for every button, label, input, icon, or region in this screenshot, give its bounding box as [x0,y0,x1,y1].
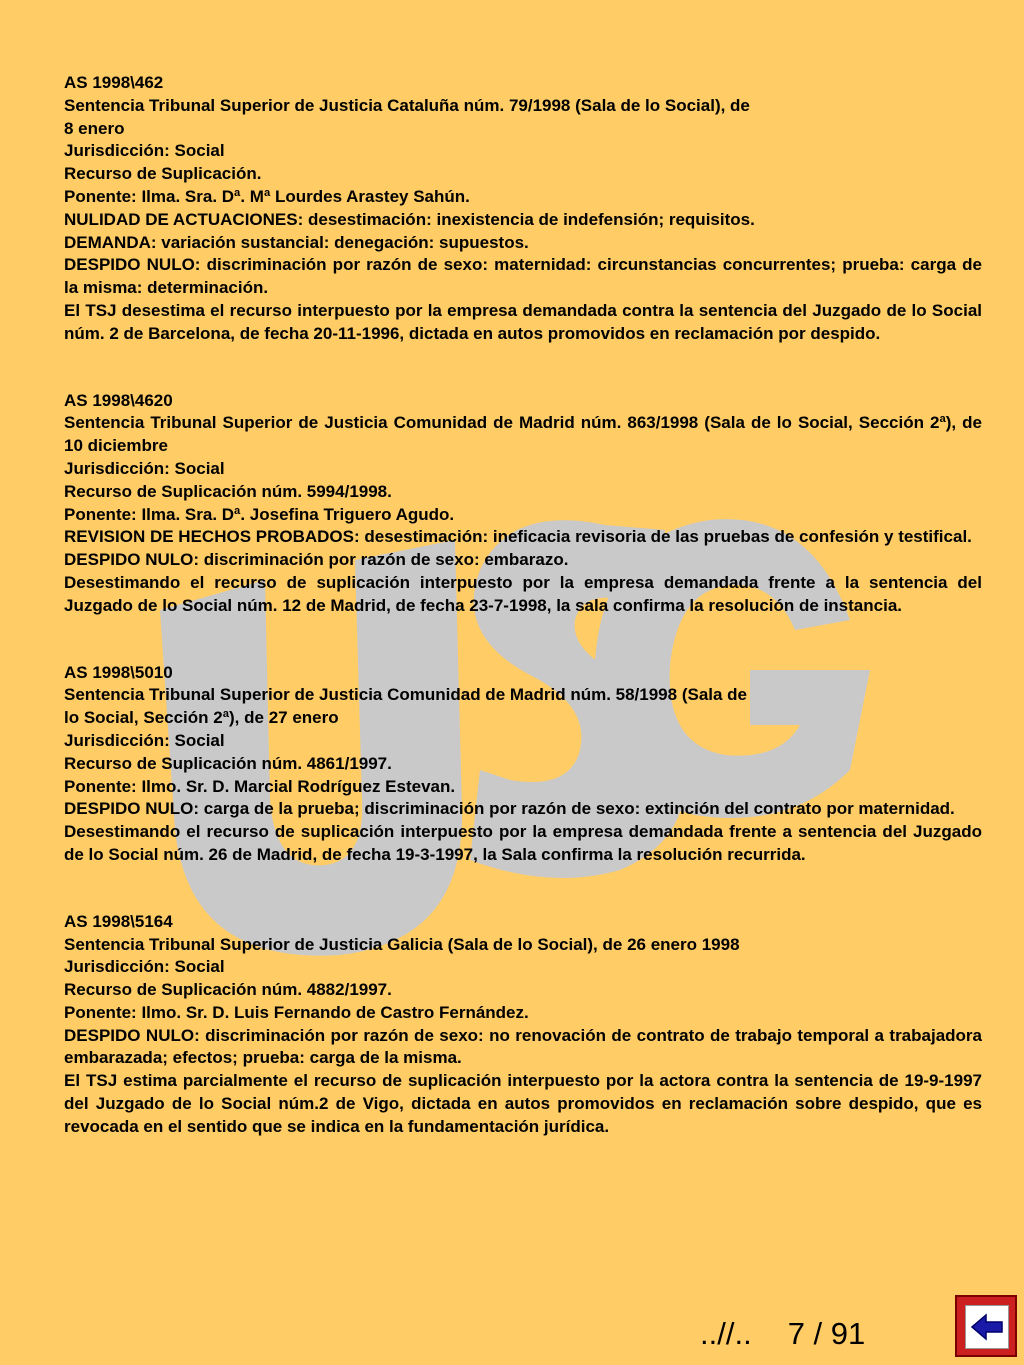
case-title-line: Sentencia Tribunal Superior de Justicia Comunidad de Madrid núm. 58/1998 (Sala de [64,685,748,705]
case-reference: AS 1998\4620 [64,390,173,410]
page-number: 7 / 91 [787,1316,866,1351]
case-reference: AS 1998\462 [64,73,164,92]
case-entry [64,662,982,867]
case-paragraph: Desestimando el recurso de suplicación interpuesto por la empresa demandada frente a sentencia del Juzgado de lo Social núm. 26 de Madrid, de fecha 19-3-1997, la Sala confirma la resolución recurrida. [64,822,982,864]
case-reference: AS 1998\5010 [64,662,173,682]
arrow-left-icon [966,1306,1008,1348]
case-title-line: Sentencia Tribunal Superior de Justicia Cataluña núm. 79/1998 (Sala de lo Social), de [64,95,750,115]
case-paragraph: DESPIDO NULO: discriminación por razón de sexo: no renovación de contrato de trabajo temporal a trabajadora embarazada; efectos; prueba: carga de la misma. [64,1025,982,1068]
case-title-line: 8 enero [64,118,125,138]
case-entry [64,72,982,346]
case-entry [64,911,982,1139]
case-entry [64,390,982,618]
case-paragraph: NULIDAD DE ACTUACIONES: desestimación: inexistencia de indefensión; requisitos. [64,209,755,229]
case-title-line: Sentencia Tribunal Superior de Justicia Galicia (Sala de lo Social), de 26 enero 1998 [64,934,740,954]
case-ponente: Ponente: Ilma. Sra. Dª. Josefina Triguero Agudo. [64,504,455,524]
case-title-line: lo Social, Sección 2ª), de 27 enero [64,708,339,728]
case-recurso: Recurso de Suplicación núm. 4882/1997. [64,980,392,1000]
case-paragraph: DESPIDO NULO: carga de la prueba; discriminación por razón de sexo: extinción del contrato por maternidad. [64,799,955,819]
case-paragraph: El TSJ estima parcialmente el recurso de suplicación interpuesto por la actora contra la sentencia de 19-9-1997 del Juzgado de lo Social núm.2 de Vigo, dictada en autos promovidos en reclamación sobre despido, que es revocada en el sentido que se indica en la fundamentación jurídica. [64,1071,982,1136]
case-jurisdiction: Jurisdicción: Social [64,141,225,161]
back-button[interactable] [955,1295,1017,1357]
case-jurisdiction: Jurisdicción: Social [64,730,225,750]
case-ponente: Ponente: Ilma. Sra. Dª. Mª Lourdes Arastey Sahún. [64,186,470,206]
case-recurso: Recurso de Suplicación núm. 4861/1997. [64,753,392,773]
case-paragraph: REVISION DE HECHOS PROBADOS: desestimación: ineficacia revisoria de las pruebas de confesión y testifical. [64,527,972,547]
back-button-face [965,1305,1009,1349]
continuation-mark: ..//.. [700,1316,752,1351]
case-paragraph: El TSJ desestima el recurso interpuesto por la empresa demandada contra la sentencia del Juzgado de lo Social núm. 2 de Barcelona, de fecha 20-11-1996, dictada en autos promovidos en reclamación por despido. [64,300,982,343]
case-jurisdiction: Jurisdicción: Social [64,957,225,977]
case-paragraph: DESPIDO NULO: discriminación por razón de sexo: maternidad: circunstancias concurrentes; prueba: carga de la misma: determinación. [64,255,982,298]
page-footer [700,1316,865,1352]
case-title-line: Sentencia Tribunal Superior de Justicia Comunidad de Madrid núm. 863/1998 (Sala de lo Social, Sección 2ª), de 10 diciembre [64,413,982,456]
case-jurisdiction: Jurisdicción: Social [64,458,225,478]
document-body [64,72,982,1183]
case-recurso: Recurso de Suplicación. [64,164,262,184]
case-ponente: Ponente: Ilmo. Sr. D. Marcial Rodríguez Estevan. [64,776,456,796]
case-paragraph: Desestimando el recurso de suplicación interpuesto por la empresa demandada frente a la sentencia del Juzgado de lo Social núm. 12 de Madrid, de fecha 23-7-1998, la sala confirma la resolución de instancia. [64,572,982,615]
case-recurso: Recurso de Suplicación núm. 5994/1998. [64,481,392,501]
case-ponente: Ponente: Ilmo. Sr. D. Luis Fernando de Castro Fernández. [64,1002,529,1022]
case-paragraph: DEMANDA: variación sustancial: denegación: supuestos. [64,232,529,252]
case-reference: AS 1998\5164 [64,911,173,931]
case-paragraph: DESPIDO NULO: discriminación por razón de sexo: embarazo. [64,550,569,570]
